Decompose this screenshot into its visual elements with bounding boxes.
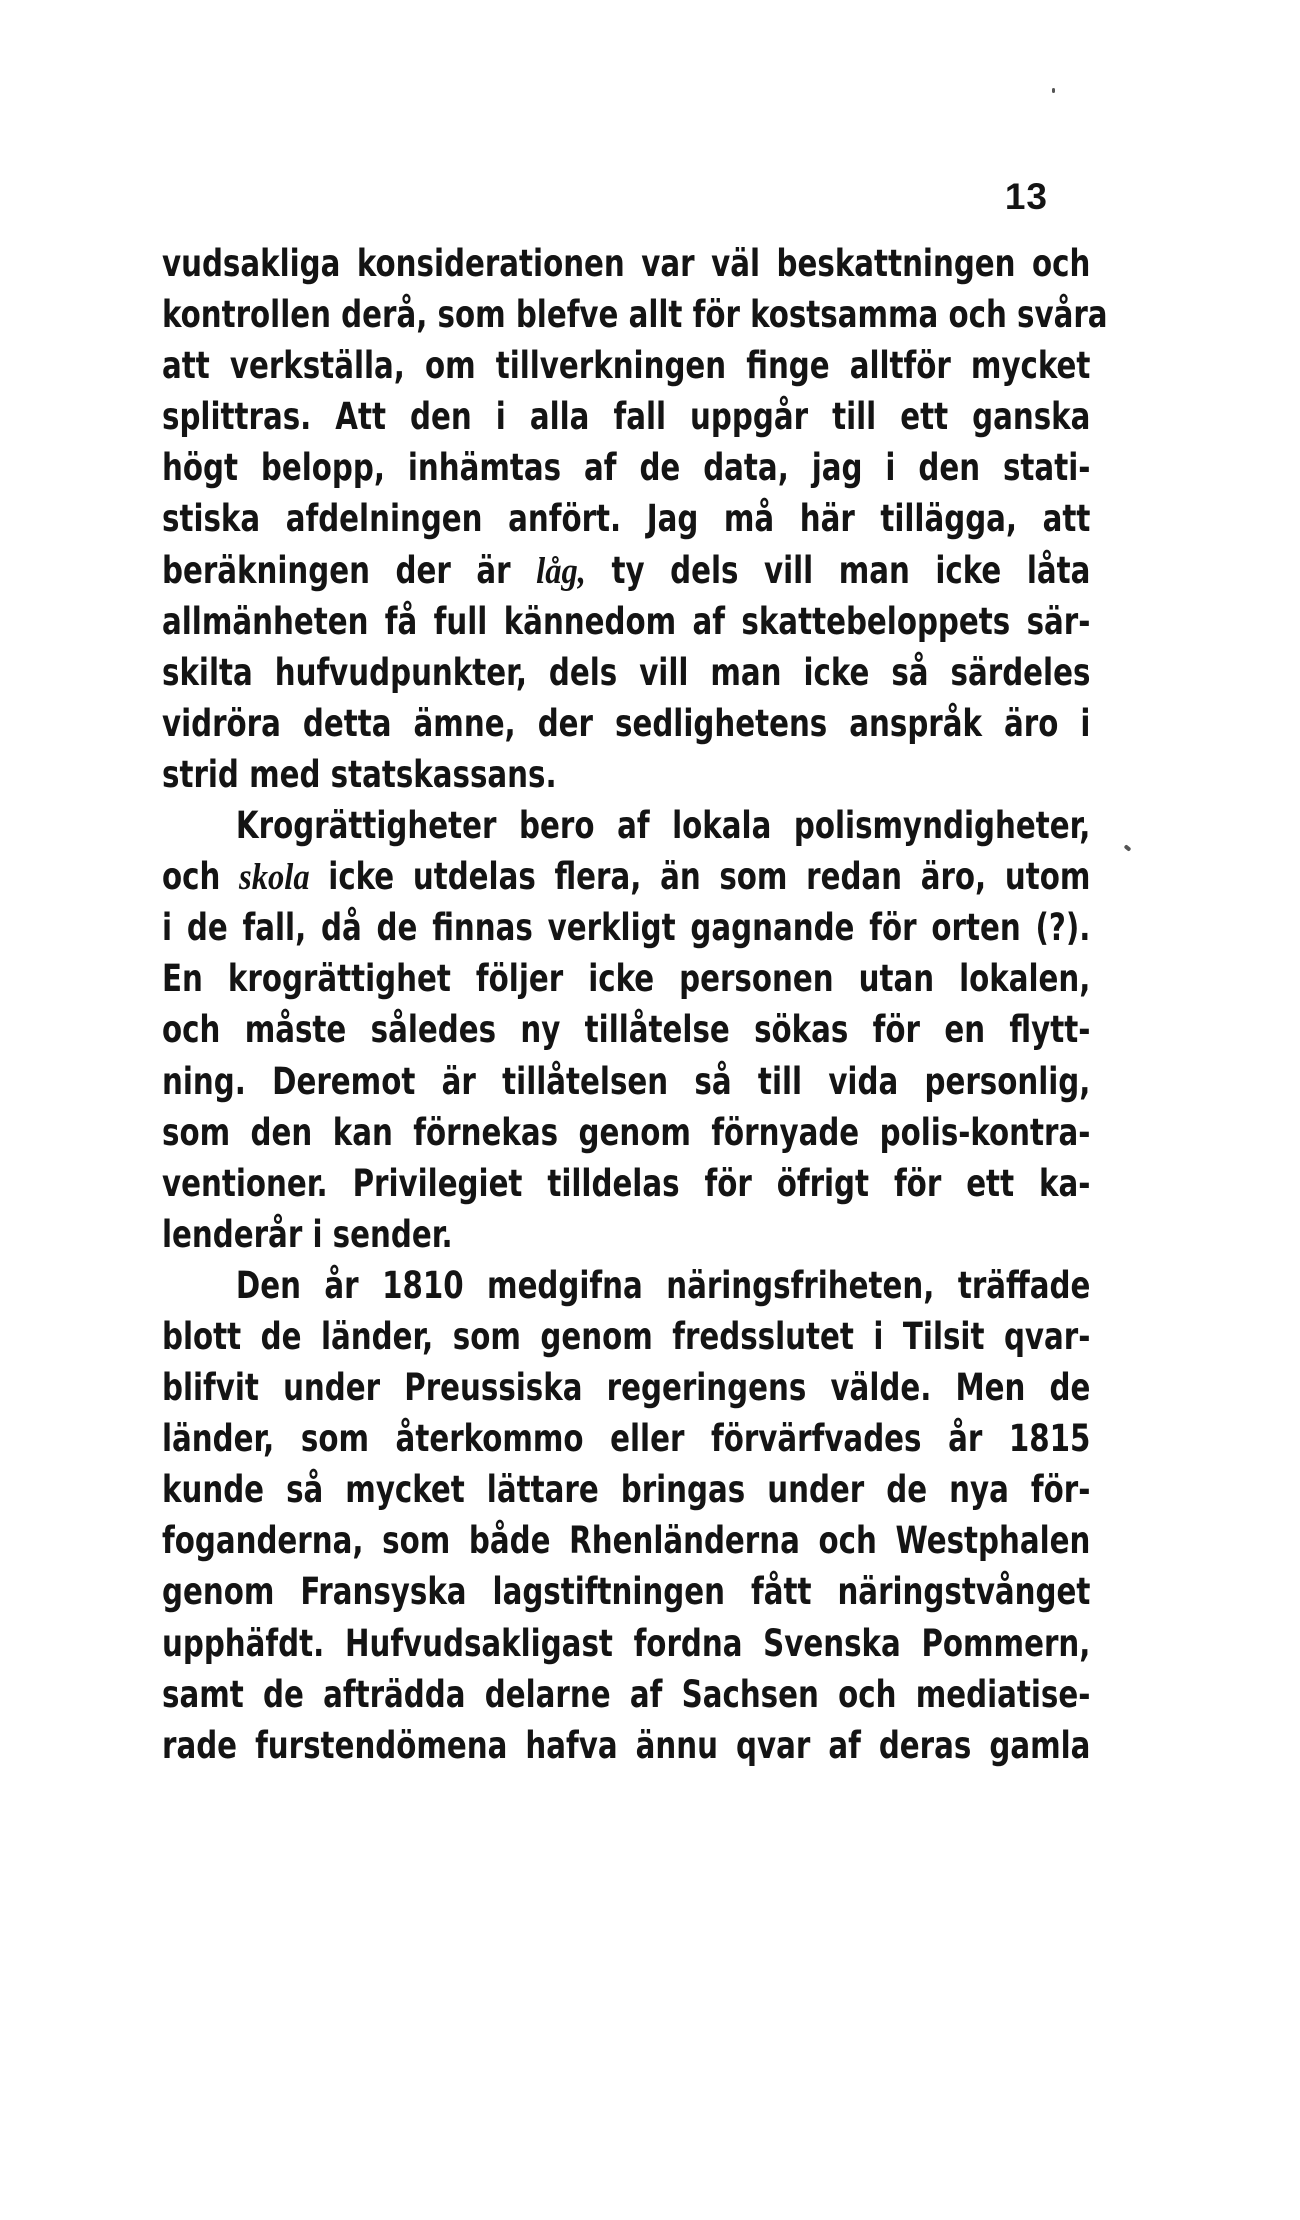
text-line: foganderna, som både Rhenländerna och Westphalen [162,1519,1091,1563]
text-line: i de fall, då de finnas verkligt gagnande för orten (?). [162,906,1091,950]
text-line: och måste således ny tillåtelse sökas för en flytt- [162,1008,1091,1052]
text-line: högt belopp, inhämtas af de data, jag i den stati- [162,446,1091,490]
text-line: stiska afdelningen anfört. Jag må här tillägga, att [162,497,1091,541]
paragraph-1 [162,238,1108,800]
line-end: ty dels vill man icke låta [611,548,1091,592]
text-line: Krogrättigheter bero af lokala polismyndigheter, [235,804,1091,848]
text-line: kontrollen derå, som blefve allt för kostsamma och svåra [162,293,1108,337]
scan-speck [1124,844,1132,852]
text-line: vudsakliga konsiderationen var väl beskattningen och [162,242,1091,285]
text-line: att verkställa, om tillverkningen finge alltför mycket [162,344,1091,388]
text-line: En krogrättighet följer icke personen utan lokalen, [162,957,1091,1001]
text-line: genom Fransyska lagstiftningen fått näringstvånget [162,1570,1091,1614]
text-line: Den år 1810 medgifna näringsfriheten, träffade [235,1263,1091,1307]
text-line-with-emphasis [162,851,1090,902]
text-line: ning. Deremot är tillåtelsen så till vida personlig, [162,1059,1091,1103]
emphasized-word: skola [239,857,310,899]
text-line: som den kan förnekas genom förnyade polis-kontra- [162,1110,1091,1154]
text-line: upphäfdt. Hufvudsakligast fordna Svenska Pommern, [162,1621,1091,1665]
text-line: skilta hufvudpunkter, dels vill man icke så särdeles [162,650,1091,694]
text-line: blott de länder, som genom fredsslutet i Tilsit qvar- [162,1314,1091,1358]
body-text [162,238,1108,1771]
paragraph-2 [162,800,1090,1260]
paragraph-3 [162,1260,1090,1771]
text-line: länder, som återkommo eller förvärfvades år 1815 [162,1417,1091,1461]
text-line: strid med statskassans. [162,752,557,796]
line-start: beräkningen der är [162,548,511,592]
text-line: vidröra detta ämne, der sedlighetens anspråk äro i [162,701,1091,745]
line-start: och [162,855,221,899]
page-number: 13 [1004,176,1048,217]
text-line: allmänheten få full kännedom af skattebeloppets sär- [162,599,1091,643]
text-line: ventioner. Privilegiet tilldelas för öfrigt för ett ka- [162,1161,1091,1205]
text-line: kunde så mycket lättare bringas under de nya för- [162,1468,1091,1512]
text-line-with-emphasis [162,545,1090,596]
emphasized-word: låg, [536,550,586,592]
text-line: lenderår i sender. [162,1212,453,1256]
text-line: splittras. Att den i alla fall uppgår till ett ganska [162,395,1091,439]
scan-speck [1052,88,1055,93]
text-line: samt de afträdda delarne af Sachsen och mediatise- [162,1672,1091,1716]
line-end: icke utdelas flera, än som redan äro, utom [328,855,1091,899]
text-line: rade furstendömena hafva ännu qvar af deras gamla [162,1723,1091,1767]
text-line: blifvit under Preussiska regeringens välde. Men de [162,1366,1091,1410]
